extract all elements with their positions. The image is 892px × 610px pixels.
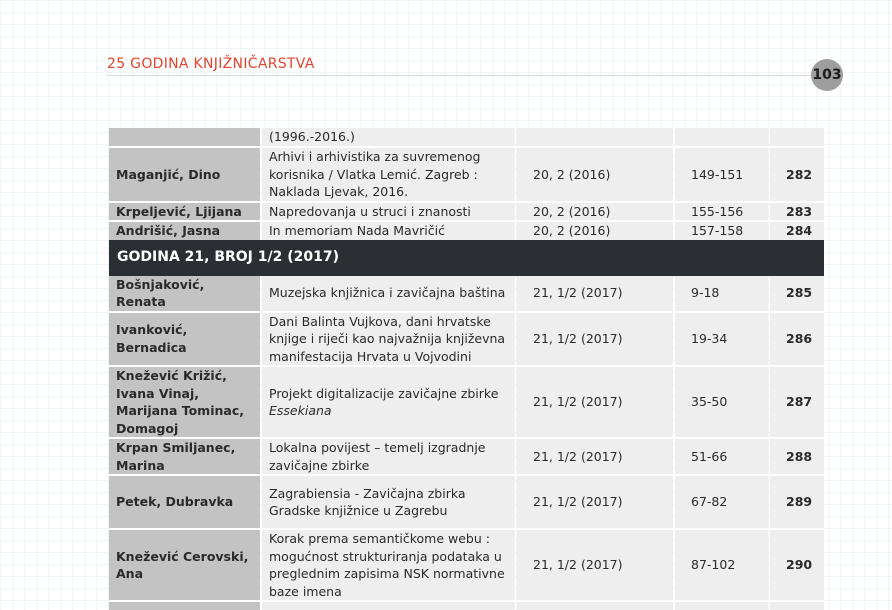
issue-cell: 21, 1/2 (2017)	[517, 530, 673, 600]
header-divider	[107, 75, 817, 76]
title-cell: Korak prema semantičkome webu : mogućnost strukturiranja podataka u preglednim zapisima NSK normativne baze imena	[262, 530, 515, 600]
table-row	[109, 530, 824, 600]
author-cell: Bošnjaković, Renata	[109, 276, 260, 311]
title-cell: In memoriam Nada Mavričić	[262, 222, 515, 240]
entry-number-cell: 283	[770, 203, 824, 221]
issue-cell: 21, 1/2 (2017)	[517, 313, 673, 366]
title-cell: (1996.-2016.)	[262, 128, 515, 146]
running-header-title: 25 GODINA KNJIŽNIČARSTVA	[107, 56, 315, 72]
pages-cell: 155-156	[675, 203, 768, 221]
issue-cell: 20, 2 (2016)	[517, 222, 673, 240]
author-cell: Andrišić, Jasna	[109, 222, 260, 240]
table-row	[109, 602, 824, 610]
pages-cell: 157-158	[675, 222, 768, 240]
title-text: Projekt digitalizacije zavičajne zbirke	[269, 385, 499, 401]
table-row	[109, 367, 824, 437]
entry-number-cell: 286	[770, 313, 824, 366]
title-cell: Muzejska knjižnica i zavičajna baština	[262, 276, 515, 311]
pages-cell	[675, 602, 768, 610]
entry-number-cell	[770, 602, 824, 610]
entry-number-cell: 289	[770, 476, 824, 528]
section-header-row	[109, 240, 824, 276]
issue-cell: 20, 2 (2016)	[517, 203, 673, 221]
author-cell	[109, 602, 260, 610]
bibliography-table	[107, 128, 826, 610]
issue-cell: 21, 1/2 (2017)	[517, 476, 673, 528]
issue-cell: 21, 1/2 (2017)	[517, 276, 673, 311]
entry-number-cell: 285	[770, 276, 824, 311]
pages-cell: 9-18	[675, 276, 768, 311]
entry-number-cell	[770, 128, 824, 146]
issue-cell	[517, 602, 673, 610]
title-italic-text: Essekiana	[269, 403, 332, 418]
pages-cell	[675, 128, 768, 146]
pages-cell: 87-102	[675, 530, 768, 600]
page-number-badge: 103	[811, 59, 843, 91]
issue-cell	[517, 128, 673, 146]
pages-cell: 67-82	[675, 476, 768, 528]
title-cell: Arhivi i arhivistika za suvremenog korisnika / Vlatka Lemić. Zagreb : Naklada Ljevak, 2016.	[262, 148, 515, 201]
issue-cell: 21, 1/2 (2017)	[517, 439, 673, 474]
table-row	[109, 276, 824, 311]
pages-cell: 19-34	[675, 313, 768, 366]
title-cell: Lokalna povijest – temelj izgradnje zavičajne zbirke	[262, 439, 515, 474]
author-cell: Knežević Cerovski, Ana	[109, 530, 260, 600]
author-cell: Krpeljević, Ljijana	[109, 203, 260, 221]
title-cell: Napredovanja u struci i znanosti	[262, 203, 515, 221]
issue-cell: 21, 1/2 (2017)	[517, 367, 673, 437]
title-cell: Dani Balinta Vujkova, dani hrvatske knjige i riječi kao najvažnija književna manifestacija Hrvata u Vojvodini	[262, 313, 515, 366]
table-row	[109, 222, 824, 240]
title-cell	[262, 367, 515, 437]
title-cell	[262, 602, 515, 610]
pages-cell: 35-50	[675, 367, 768, 437]
table-row	[109, 128, 824, 146]
entry-number-cell: 287	[770, 367, 824, 437]
author-cell: Krpan Smiljanec, Marina	[109, 439, 260, 474]
entry-number-cell: 284	[770, 222, 824, 240]
entry-number-cell: 288	[770, 439, 824, 474]
title-cell: Zagrabiensia - Zavičajna zbirka Gradske knjižnice u Zagrebu	[262, 476, 515, 528]
author-cell: Knežević Križić, Ivana Vinaj, Marijana Tominac, Domagoj	[109, 367, 260, 437]
table-row	[109, 476, 824, 528]
pages-cell: 51-66	[675, 439, 768, 474]
author-cell: Petek, Dubravka	[109, 476, 260, 528]
table-row	[109, 439, 824, 474]
issue-cell: 20, 2 (2016)	[517, 148, 673, 201]
table-row	[109, 148, 824, 201]
author-cell	[109, 128, 260, 146]
section-heading: GODINA 21, BROJ 1/2 (2017)	[109, 240, 824, 276]
author-cell: Ivanković, Bernadica	[109, 313, 260, 366]
author-cell: Maganjić, Dino	[109, 148, 260, 201]
pages-cell: 149-151	[675, 148, 768, 201]
entry-number-cell: 282	[770, 148, 824, 201]
table-row	[109, 203, 824, 221]
entry-number-cell: 290	[770, 530, 824, 600]
table-row	[109, 313, 824, 366]
